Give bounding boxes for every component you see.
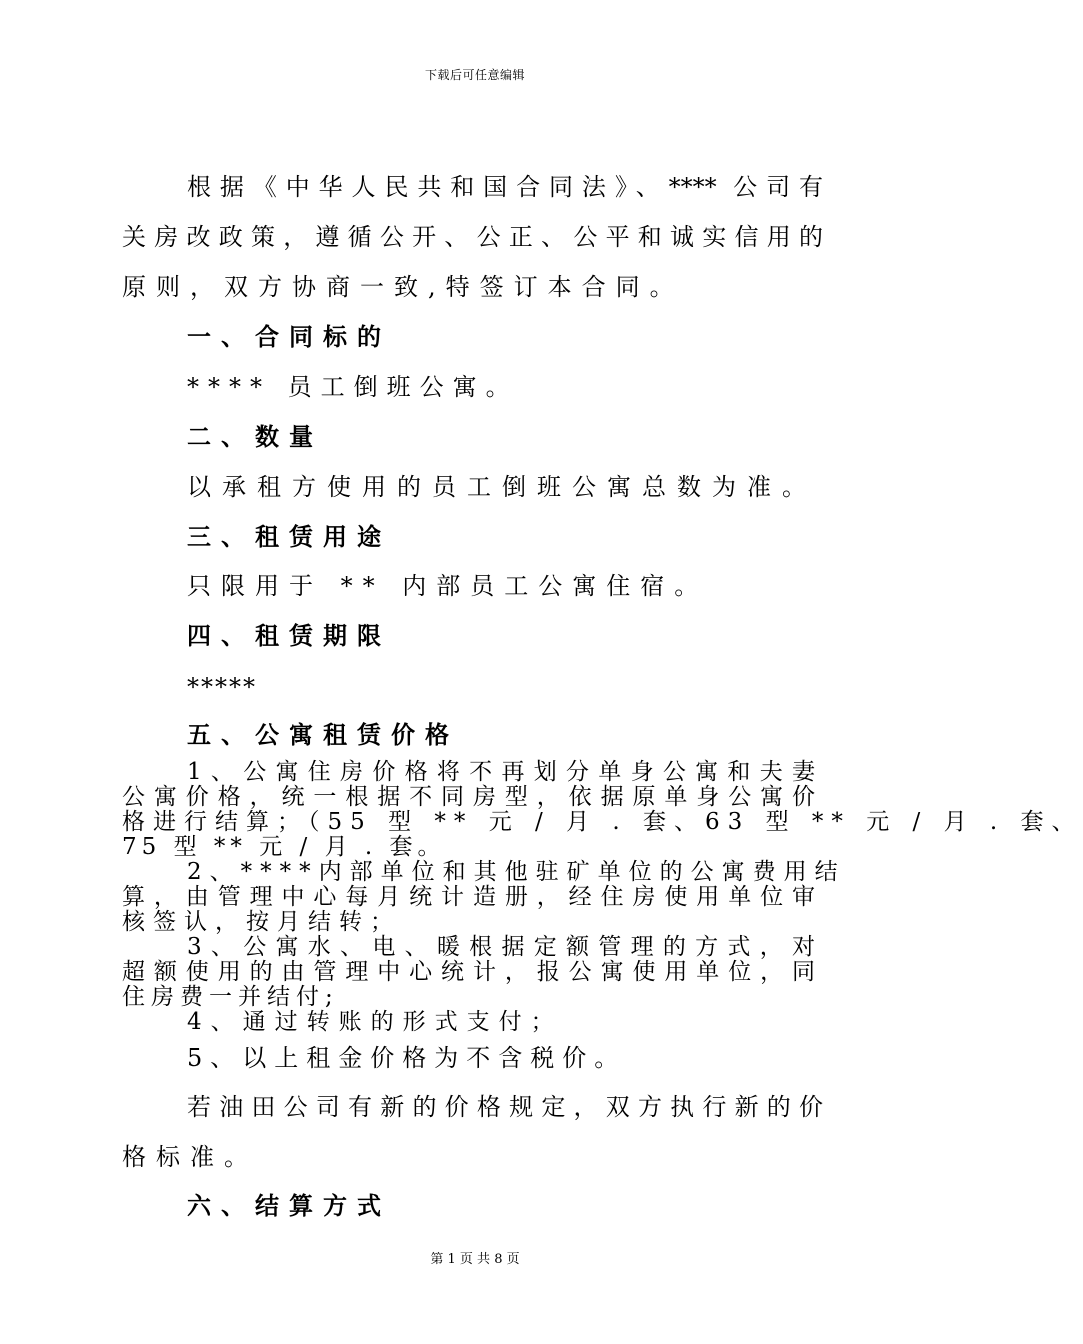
price-item-1-line-2: 公寓价格，统一根据不同房型，依据原单身公寓价 xyxy=(122,784,823,810)
section-heading-5: 五、公寓租赁价格 xyxy=(187,720,459,749)
price-item-3-line-2: 超额使用的由管理中心统计，报公寓使用单位，同 xyxy=(122,959,823,985)
price-item-2-line-1: 2、****内部单位和其他驻矿单位的公寓费用结 xyxy=(187,859,846,885)
price-item-1-line-1: 1、公寓住房价格将不再划分单身公寓和夫妻 xyxy=(187,759,823,785)
page-number-footer: 第 1 页 共 8 页 xyxy=(430,1252,520,1267)
intro-line-1: 根据《中华人民共和国合同法》、**** 公司有 xyxy=(187,173,823,201)
price-item-4: 4、通过转账的形式支付； xyxy=(187,1009,563,1035)
section-text-3: 只限用于 ** 内部员工公寓住宿。 xyxy=(187,572,709,600)
price-item-3-line-1: 3、公寓水、电、暖根据定额管理的方式，对 xyxy=(187,934,823,960)
price-item-1-line-3: 格进行结算；（55 型 ** 元 / 月 . 套、63 型 ** 元 / 月 . 套、 xyxy=(122,809,1083,835)
price-note-line-2: 格标准。 xyxy=(122,1143,258,1171)
intro-line-2: 关房改政策，遵循公开、公正、公平和诚实信用的 xyxy=(122,223,823,251)
intro-line-3: 原则，双方协商一致,特签订本合同。 xyxy=(122,273,684,301)
section-heading-6: 六、结算方式 xyxy=(187,1191,391,1220)
price-note-line-1: 若油田公司有新的价格规定，双方执行新的价 xyxy=(187,1093,823,1121)
price-item-2-line-2: 算，由管理中心每月统计造册，经住房使用单位审 xyxy=(122,884,823,910)
section-heading-2: 二、数量 xyxy=(187,422,323,451)
section-heading-1: 一、合同标的 xyxy=(187,322,391,351)
price-item-3-line-3: 住房费一并结付; xyxy=(122,984,339,1010)
section-text-2: 以承租方使用的员工倒班公寓总数为准。 xyxy=(187,473,817,501)
page-header-note: 下载后可任意编辑 xyxy=(424,68,525,82)
price-item-2-line-3: 核签认，按月结转； xyxy=(122,909,401,935)
price-item-1-line-4: 75 型 ** 元 / 月 . 套。 xyxy=(122,834,446,860)
section-text-1: **** 员工倒班公寓。 xyxy=(187,373,519,401)
section-text-4: ***** xyxy=(187,673,257,701)
section-heading-4: 四、租赁期限 xyxy=(187,621,391,650)
section-heading-3: 三、租赁用途 xyxy=(187,522,391,551)
price-item-5: 5、以上租金价格为不含税价。 xyxy=(187,1044,627,1072)
